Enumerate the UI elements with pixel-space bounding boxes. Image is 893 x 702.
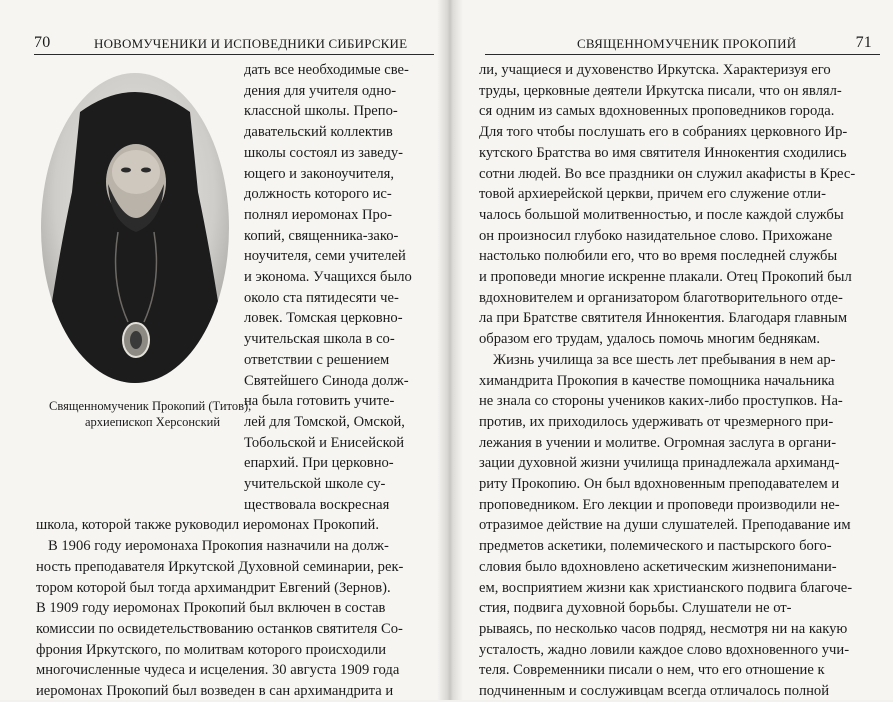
portrait-photo — [40, 72, 230, 384]
text-line: тором которой был тогда архимандрит Евгений (Зернов). — [36, 579, 391, 596]
text-line: многочисленные чудеса и исцеления. 30 августа 1909 года — [36, 662, 400, 679]
text-line: ющего и законоучителя, — [244, 165, 395, 182]
text-line: ществовала воскресная — [244, 496, 390, 513]
text-line: товой архиерейской церкви, причем его служение отли- — [479, 186, 826, 203]
text-line: копий, священника-зако- — [244, 227, 399, 244]
text-line: полнял иеромонах Про- — [244, 206, 393, 223]
text-line: епархий. При церковно- — [244, 455, 394, 472]
text-line: на была готовить учите- — [244, 393, 395, 410]
text-line: учительская школа в со- — [244, 331, 395, 348]
right-page — [463, 0, 893, 700]
text-line: В 1909 году иеромонах Прокопий был включен в состав — [36, 600, 386, 617]
text-line: предметов аскетики, полемического и пастырского бого- — [479, 538, 832, 555]
text-line: ответствии с решением — [244, 351, 390, 368]
text-line: должность которого ис- — [244, 186, 392, 203]
text-line: риту Прокопию. Он был вдохновенным преподавателем и — [479, 476, 840, 492]
text-line: классной школы. Препо- — [244, 103, 398, 120]
text-line: сотни людей. Во все праздники он служил акафисты в Крес- — [479, 165, 856, 182]
text-line: ность преподавателя Иркутской Духовной семинарии, рек- — [36, 558, 404, 575]
text-line: усталость, жадно ловили каждое слово вдохновенного учи- — [479, 641, 850, 658]
text-line: дать все необходимые све- — [244, 62, 409, 78]
text-line: ла при Братстве святителя Иннокентия. Благодаря главным — [479, 310, 848, 327]
text-line: школа, которой также руководил иеромонах Прокопий. — [36, 517, 379, 534]
text-line: и проповеди многие искренне плакали. Отец Прокопий был — [479, 269, 852, 285]
text-line: теля. Современники писали о нем, что его отношение к — [479, 662, 825, 679]
text-line: зации духовной жизни училища принадлежала архиманд- — [479, 455, 840, 472]
text-line: дения для учителя одно- — [244, 82, 397, 99]
text-line: труды, церковные деятели Иркутска писали, что он являл- — [479, 82, 842, 99]
text-line: комиссии по освидетельствованию останков святителя Со- — [36, 620, 403, 637]
text-line: лежания в учении и молитве. Огромная заслуга в органи- — [479, 434, 837, 451]
text-line: рываясь, по несколько часов подряд, несмотря ни на какую — [479, 620, 848, 637]
text-line: учительской школе су- — [244, 476, 386, 492]
text-line: против, их приходилось удерживать от чрезмерного при- — [479, 413, 834, 430]
left-page-header — [34, 34, 434, 55]
right-page-header — [485, 34, 880, 55]
text-line: школы состоял из заведу- — [244, 144, 404, 161]
text-line: ем, восприятием жизни как христианского подвига благоче- — [479, 579, 853, 596]
photo-caption-line: Священномученик Прокопий (Титов), — [49, 399, 252, 413]
text-line: подчиненным и сослуживцам всегда отличалось полной — [479, 683, 830, 699]
text-line: ловек. Томская церковно- — [244, 310, 403, 327]
text-line: он произносил глубоко назидательное слово. Прихожане — [479, 227, 833, 244]
text-line: ли, учащиеся и духовенство Иркутска. Характеризуя его — [479, 62, 831, 78]
text-line: проповедником. Его лекции и проповеди производили не- — [479, 496, 840, 513]
text-line: Святейшего Синода долж- — [244, 372, 409, 389]
text-line: чалось большой молитвенностью, и после каждой службы — [479, 206, 844, 223]
text-line: отразимое действие на души слушателей. Преподавание им — [479, 517, 851, 534]
text-line: и эконома. Учащихся было — [244, 269, 412, 285]
text-line: около ста пятидесяти че- — [244, 289, 399, 306]
photo-caption-line: архиепископ Херсонский — [85, 415, 221, 429]
text-line: фрония Иркутского, по молитвам которого происходили — [36, 641, 387, 658]
text-line: давательский коллектив — [244, 124, 393, 141]
text-line: словия было вдохновлено аскетическим жизнепонимани- — [479, 558, 837, 575]
text-line: Жизнь училища за все шесть лет пребывания в нем ар- — [493, 351, 836, 368]
text-line: стия, подвига духовной борьбы. Слушатели не от- — [479, 600, 792, 617]
left-running-title: НОВОМУЧЕНИКИ И ИСПОВЕДНИКИ СИБИРСКИЕ — [94, 36, 408, 51]
text-line: В 1906 году иеромонаха Прокопия назначили на долж- — [48, 538, 389, 555]
left-page-number: 70 — [34, 34, 51, 51]
text-line: Тобольской и Енисейской — [244, 434, 405, 451]
book-gutter — [437, 0, 463, 700]
text-line: лей для Томской, Омской, — [244, 413, 405, 430]
left-page — [0, 0, 437, 700]
right-page-number: 71 — [855, 34, 872, 51]
text-line: ноучителя, семи учителей — [244, 248, 406, 265]
text-line: ся одним из самых вдохновенных проповедников города. — [479, 103, 835, 120]
text-line: иеромонах Прокопий был возведен в сан архимандрита и — [36, 683, 394, 699]
right-running-title: СВЯЩЕННОМУЧЕНИК ПРОКОПИЙ — [577, 36, 797, 51]
text-line: кутского Братства во имя святителя Иннокентия сходились — [479, 144, 847, 161]
text-line: Для того чтобы послушать его в собраниях церковного Ир- — [479, 124, 848, 141]
text-line: образом его трудам, удалось помочь многим беднякам. — [479, 331, 821, 348]
text-line: вдохновителем и организатором благотворительного отде- — [479, 289, 843, 306]
text-line: настолько полюбили его, что во время последней службы — [479, 248, 838, 265]
text-line: не знала со стороны учеников каких-либо проступков. На- — [479, 393, 843, 410]
text-line: химандрита Прокопия в качестве помощника начальника — [479, 372, 835, 389]
